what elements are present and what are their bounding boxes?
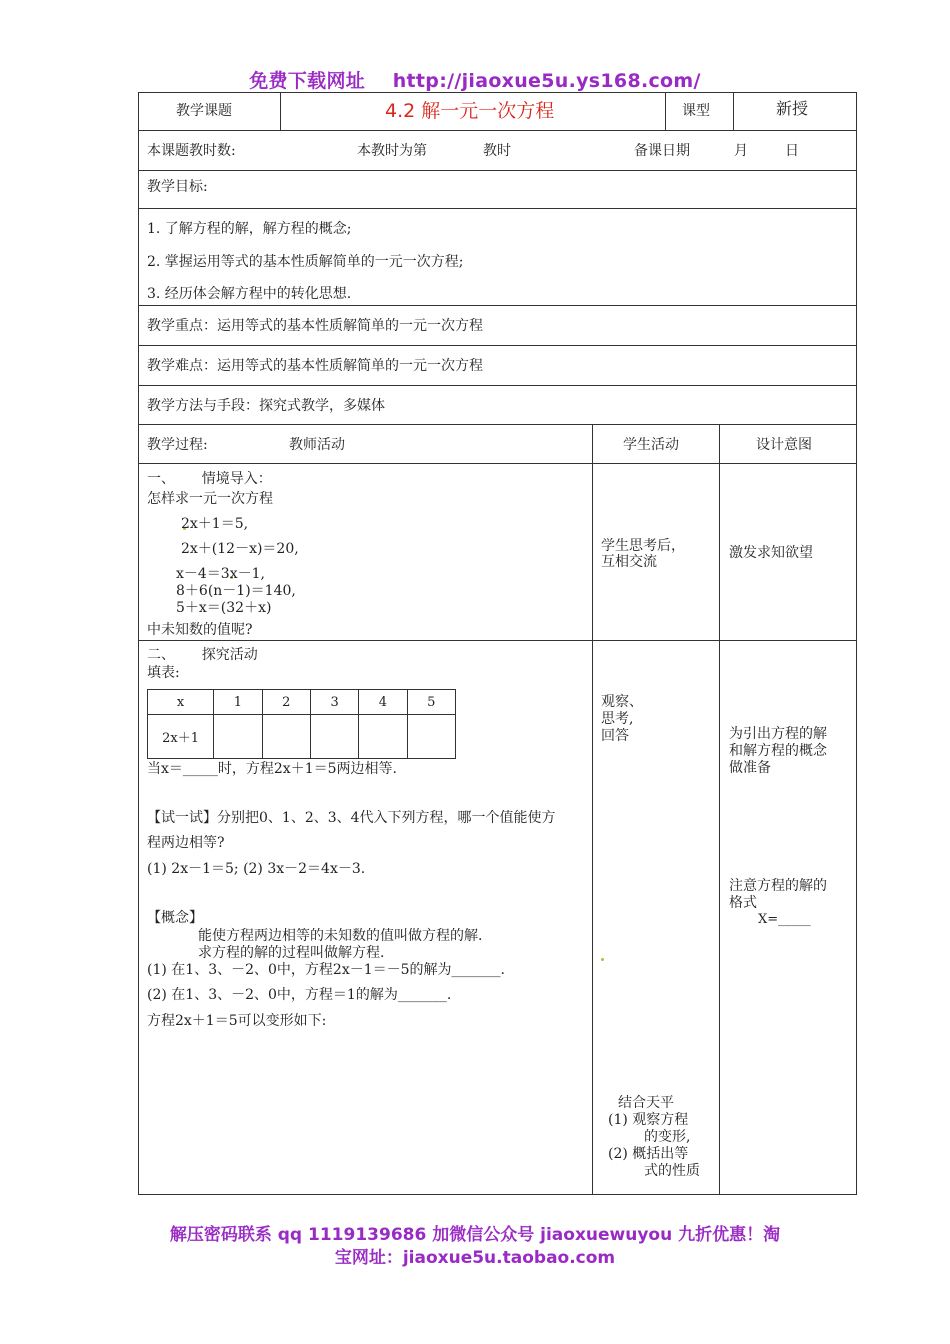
lesson-type-value: 新授 — [776, 99, 809, 118]
equation: 8＋6(n－1)＝140, — [176, 583, 296, 599]
prep-date-label: 备课日期 — [634, 143, 690, 159]
lesson-type-label: 课型 — [682, 103, 710, 119]
design-intent-text: 激发求知欲望 — [729, 545, 813, 561]
student-activity-text: 学生思考后， — [601, 538, 685, 554]
design-intent-text: 格式 — [729, 895, 757, 911]
month-label: 月 — [734, 143, 748, 159]
student-activity-text: 观察、 — [601, 694, 643, 710]
equation: 2x＋(12－x)＝20, — [181, 541, 299, 557]
student-activity-header: 学生活动 — [623, 437, 679, 453]
section1-ending: 中未知数的值呢? — [147, 622, 253, 638]
table-header-cell: 5 — [407, 690, 455, 715]
section2-title: 二、 探究活动 — [147, 647, 258, 663]
course-topic-label: 教学课题 — [176, 103, 232, 119]
goal-item: 3. 经历体会解方程中的转化思想. — [147, 286, 352, 302]
student-activity-text: 回答 — [601, 728, 629, 744]
teacher-activity-header: 教师活动 — [289, 437, 345, 453]
table-row-label: 2x＋1 — [148, 715, 214, 759]
transform-line: 方程2x＋1＝5可以变形如下: — [147, 1013, 327, 1029]
student-activity-text: 互相交流 — [601, 554, 657, 570]
student-activity-text: 式的性质 — [644, 1163, 700, 1179]
student-activity-text: 思考, — [601, 711, 634, 727]
footer-contact-line: 解压密码联系 qq 1119139686 加微信公众号 jiaoxuewuyou 九折优惠！淘 — [169, 1225, 781, 1245]
table-header-cell: 3 — [310, 690, 358, 715]
student-activity-text: 结合天平 — [618, 1095, 674, 1111]
footer-shop-link[interactable]: 宝网址：jiaoxue5u.taobao.com — [334, 1248, 616, 1268]
goal-item: 2. 掌握运用等式的基本性质解简单的一元一次方程; — [147, 254, 464, 270]
key-point: 教学重点：运用等式的基本性质解简单的一元一次方程 — [147, 318, 483, 334]
table-blank-cell[interactable] — [310, 715, 358, 759]
fill-in-table — [147, 689, 456, 759]
question-2: (2) 在1、3、－2、0中，方程＝1的解为_______. — [147, 987, 452, 1003]
table-header-cell: 4 — [359, 690, 407, 715]
table-blank-cell[interactable] — [407, 715, 455, 759]
equation: 5＋x＝(32＋x) — [176, 600, 272, 616]
concept-text: 能使方程两边相等的未知数的值叫做方程的解. — [198, 928, 483, 944]
design-intent-text: 做准备 — [729, 760, 771, 776]
design-intent-text: 和解方程的概念 — [729, 743, 827, 759]
equation: x－4＝3x－1, — [176, 566, 265, 582]
concept-text: 求方程的解的过程叫做解方程. — [198, 945, 385, 961]
table-header-cell: x — [148, 690, 214, 715]
try-line: 程两边相等? — [147, 835, 225, 851]
table-blank-cell[interactable] — [359, 715, 407, 759]
fill-table-label: 填表: — [147, 665, 180, 681]
marker-dot — [601, 958, 604, 961]
student-activity-text: (1) 观察方程 — [608, 1112, 689, 1128]
concept-title: 【概念】 — [147, 910, 203, 926]
lesson-title: 4.2 解一元一次方程 — [385, 100, 555, 122]
try-equations: (1) 2x－1＝5; (2) 3x－2＝4x－3. — [147, 861, 366, 877]
design-intent-text: 为引出方程的解 — [729, 726, 827, 742]
design-intent-header: 设计意图 — [756, 437, 812, 453]
question-1: (1) 在1、3、－2、0中，方程2x－1＝－5的解为_______. — [147, 962, 505, 978]
teaching-method: 教学方法与手段：探究式教学，多媒体 — [147, 398, 385, 414]
current-period-label: 本教时为第 — [357, 143, 427, 159]
difficulty: 教学难点：运用等式的基本性质解简单的一元一次方程 — [147, 358, 483, 374]
student-activity-text: 的变形, — [644, 1129, 691, 1145]
goals-label: 教学目标: — [147, 179, 208, 195]
day-label: 日 — [785, 143, 799, 159]
answer-format-blank: X=_____ — [758, 912, 811, 927]
goal-item: 1. 了解方程的解，解方程的概念; — [147, 221, 352, 237]
equation: 2x＋1＝5, — [181, 516, 249, 532]
section1-question: 怎样求一元一次方程 — [147, 491, 273, 507]
table-blank-cell[interactable] — [214, 715, 262, 759]
process-label: 教学过程: — [147, 437, 208, 453]
when-line: 当x＝_____时，方程2x＋1＝5两边相等. — [147, 761, 397, 777]
section1-title: 一、 情境导入： — [147, 471, 272, 487]
table-header-cell: 1 — [214, 690, 262, 715]
total-hours-label: 本课题教时数: — [147, 143, 236, 159]
table-header-cell: 2 — [262, 690, 310, 715]
student-activity-text: (2) 概括出等 — [608, 1146, 689, 1162]
try-line: 【试一试】分别把0、1、2、3、4代入下列方程，哪一个值能使方 — [147, 810, 556, 826]
period-unit: 教时 — [483, 143, 511, 159]
header-download-link[interactable]: 免费下载网址 http://jiaoxue5u.ys168.com/ — [249, 70, 701, 92]
table-blank-cell[interactable] — [262, 715, 310, 759]
design-intent-text: 注意方程的解的 — [729, 878, 827, 894]
